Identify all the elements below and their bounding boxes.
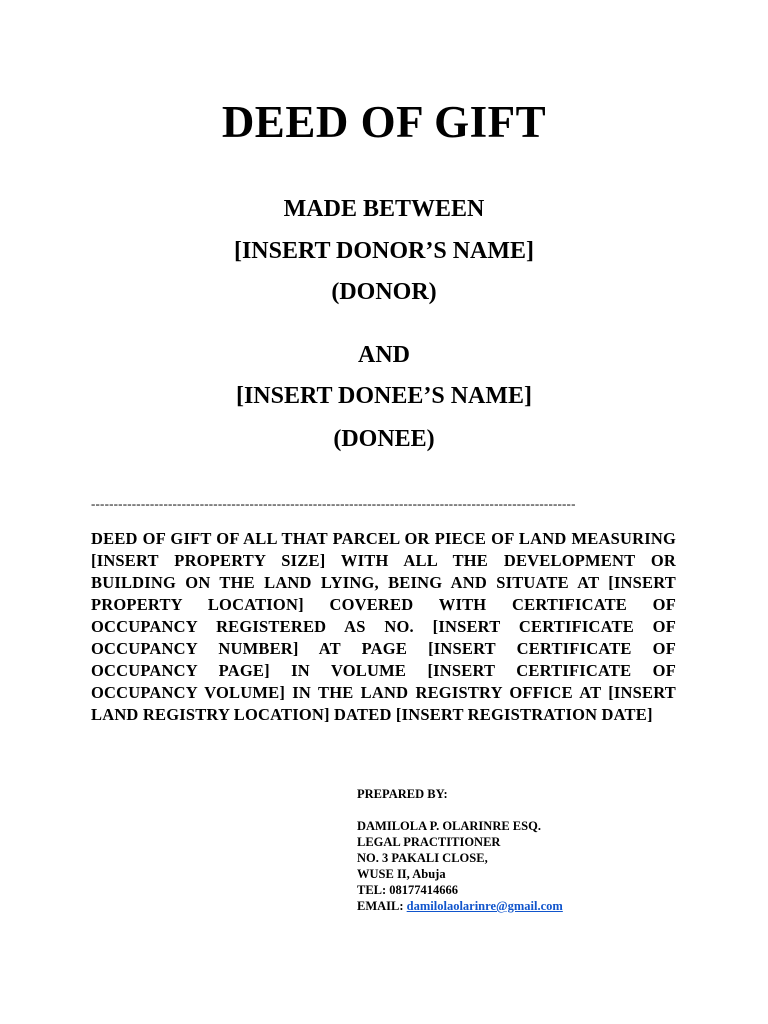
donor-name-line: [INSERT DONOR’S NAME] bbox=[233, 238, 535, 264]
donor-role-line: (DONOR) bbox=[331, 279, 437, 305]
dashed-divider: ----------------------------------------------------------------------------------------------------------- bbox=[91, 496, 576, 511]
preparer-title: LEGAL PRACTITIONER bbox=[357, 835, 501, 849]
telephone: TEL: 08177414666 bbox=[357, 883, 459, 897]
and-line: AND bbox=[358, 342, 410, 368]
document-title: DEED OF GIFT bbox=[221, 97, 547, 147]
email-link[interactable]: damilolaolarinre@gmail.com bbox=[406, 899, 563, 913]
spacer bbox=[357, 802, 737, 818]
address-line-2: WUSE II, Abuja bbox=[357, 867, 446, 881]
donee-name-line: [INSERT DONEE’S NAME] bbox=[235, 383, 533, 409]
preparer-name: DAMILOLA P. OLARINRE ESQ. bbox=[357, 819, 541, 833]
prepared-by-label: PREPARED BY: bbox=[357, 787, 448, 801]
deed-description: DEED OF GIFT OF ALL THAT PARCEL OR PIECE OF LAND MEASURING [INSERT PROPERTY SIZE] WITH ALL THE DEVELOPMENT OR BUILDING ON THE LAND LYING, BEING AND SITUATE AT [INSERT PROPERTY LOCATION] COVERED WITH CERTIFICATE OF OCCUPANCY REGISTERED AS NO. [INSERT CERTIFICATE OF OCCUPANCY NUMBER] AT PAGE [INSERT CERTIFICATE OF OCCUPANCY PAGE] IN VOLUME [INSERT CERTIFICATE OF OCCUPANCY VOLUME] IN THE LAND REGISTRY OFFICE AT [INSERT LAND REGISTRY LOCATION] DATED [INSERT REGISTRATION DATE] bbox=[91, 529, 676, 724]
email-label: EMAIL: bbox=[357, 899, 404, 913]
email-line bbox=[357, 898, 737, 914]
prepared-by-block bbox=[357, 786, 737, 914]
made-between-line: MADE BETWEEN bbox=[283, 196, 485, 222]
address-line-1: NO. 3 PAKALI CLOSE, bbox=[357, 851, 488, 865]
donee-role-line: (DONEE) bbox=[333, 426, 435, 452]
